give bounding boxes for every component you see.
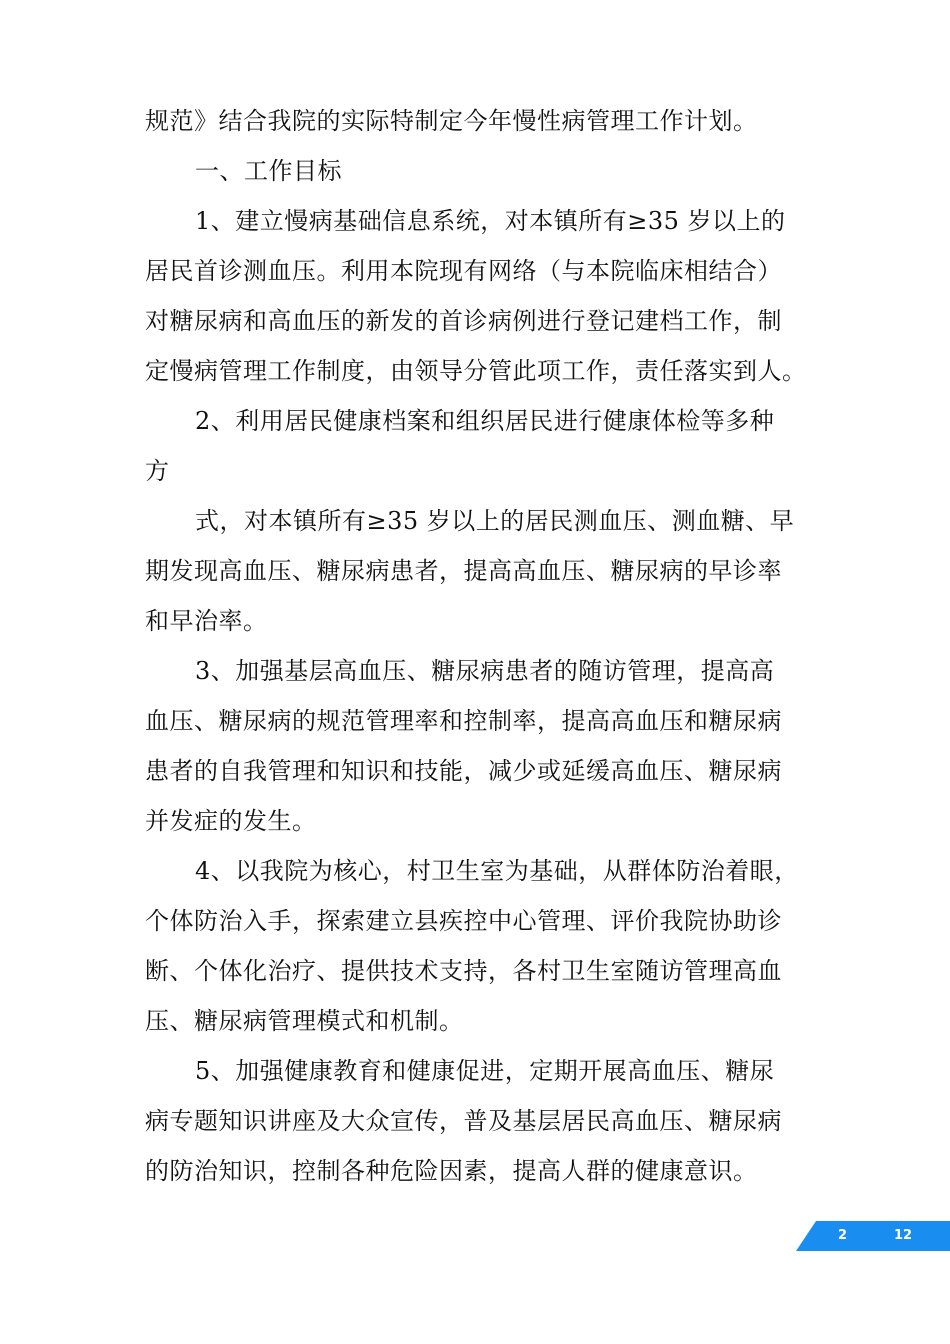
text-line: 居民首诊测血压。利用本院现有网络（与本院临床相结合） xyxy=(145,257,782,285)
text-line: 定慢病管理工作制度，由领导分管此项工作，责任落实到人。 xyxy=(145,357,807,385)
text-line: 的防治知识，控制各种危险因素，提高人群的健康意识。 xyxy=(145,1157,758,1185)
text-line: 个体防治入手，探索建立县疾控中心管理、评价我院协助诊 xyxy=(145,907,782,935)
text-line: 断、个体化治疗、提供技术支持，各村卫生室随访管理高血 xyxy=(145,957,782,985)
text-line: 和早治率。 xyxy=(145,607,268,635)
text-line: 2、利用居民健康档案和组织居民进行健康体检等多种 xyxy=(195,407,775,435)
current-page-number: 2 xyxy=(838,1228,848,1243)
document-body xyxy=(145,96,815,1196)
text-line: 血压、糖尿病的规范管理率和控制率，提高高血压和糖尿病 xyxy=(145,707,782,735)
text-line: 规范》结合我院的实际特制定今年慢性病管理工作计划。 xyxy=(145,107,758,135)
text-line: 对糖尿病和高血压的新发的首诊病例进行登记建档工作，制 xyxy=(145,307,782,335)
text-line: 1、建立慢病基础信息系统，对本镇所有≥35 岁以上的 xyxy=(195,207,786,235)
text-line: 患者的自我管理和知识和技能，减少或延缓高血压、糖尿病 xyxy=(145,757,782,785)
text-line: 3、加强基层高血压、糖尿病患者的随访管理，提高高 xyxy=(195,657,775,685)
text-line: 压、糖尿病管理模式和机制。 xyxy=(145,1007,464,1035)
section-heading: 一、工作目标 xyxy=(195,157,342,185)
text-line: 病专题知识讲座及大众宣传，普及基层居民高血压、糖尿病 xyxy=(145,1107,782,1135)
text-line: 5、加强健康教育和健康促进，定期开展高血压、糖尿 xyxy=(195,1057,775,1085)
text-line: 方 xyxy=(145,457,170,485)
page-number-band xyxy=(796,1221,950,1251)
text-line: 4、以我院为核心，村卫生室为基础，从群体防治着眼， xyxy=(195,857,799,885)
text-line: 期发现高血压、糖尿病患者，提高高血压、糖尿病的早诊率 xyxy=(145,557,782,585)
text-line: 并发症的发生。 xyxy=(145,807,317,835)
total-pages-number: 12 xyxy=(894,1228,913,1243)
text-line: 式，对本镇所有≥35 岁以上的居民测血压、测血糖、早 xyxy=(195,507,795,535)
page-number-band-shape xyxy=(796,1221,950,1251)
